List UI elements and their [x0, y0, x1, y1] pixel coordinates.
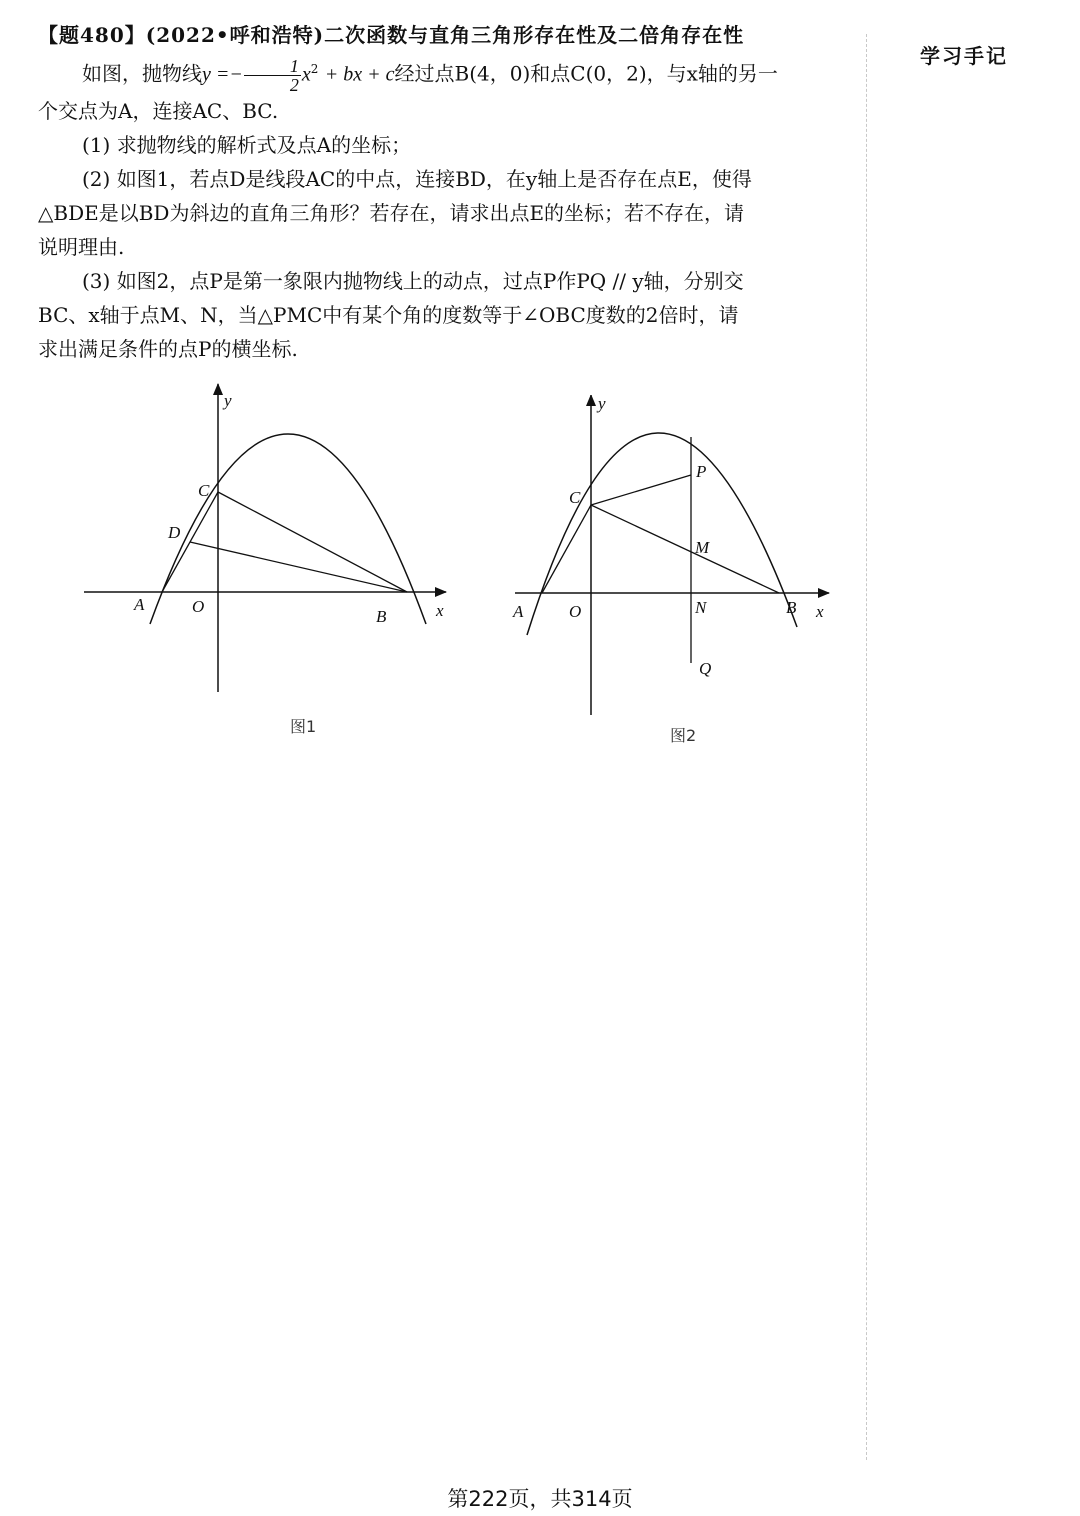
problem-title: 【题480】(2022•呼和浩特)二次函数与直角三角形存在性及二倍角存在性 [38, 23, 745, 47]
question-1: (1) 求抛物线的解析式及点A的坐标； [82, 132, 412, 157]
question-2-line2: △BDE是以BD为斜边的直角三角形？若存在，请求出点E的坐标；若不存在，请 [38, 200, 745, 225]
question-2-line1: (2) 如图1，若点D是线段AC的中点，连接BD，在y轴上是否存在点E，使得 [82, 166, 752, 191]
fraction-denominator: 2 [289, 74, 299, 95]
equation-tail: + bx + c [324, 63, 395, 86]
segment-bc [218, 492, 407, 592]
segment-bd [190, 542, 407, 592]
problem-content [38, 18, 844, 366]
label-a: A [134, 595, 145, 614]
segment-ac [542, 505, 591, 593]
problem-intro-line2: 个交点为A，连接AC、BC. [38, 98, 279, 123]
label-p: P [696, 462, 707, 481]
segment-pc [591, 475, 691, 505]
figure-2-svg [505, 395, 845, 720]
equation-x: x [301, 63, 311, 86]
figure-1-caption: 图1 [290, 717, 317, 736]
question-3-line2: BC、x轴于点M、N，当△PMC中有某个角的度数等于∠OBC度数的2倍时，请 [38, 302, 739, 327]
equation-exponent: 2 [310, 62, 319, 76]
label-m: M [695, 538, 710, 557]
intro-lead: 如图，抛物线 [82, 61, 202, 86]
problem-intro-line1 [38, 52, 844, 94]
figure-2 [505, 395, 845, 724]
notes-divider [866, 34, 867, 1460]
label-x: x [816, 602, 824, 621]
intro-rest: 经过点B(4，0)和点C(0，2)，与x轴的另一 [394, 61, 778, 86]
figure-1-svg [80, 380, 460, 700]
label-c: C [569, 488, 581, 507]
fraction [244, 57, 301, 94]
label-q: Q [699, 659, 712, 678]
question-2-line3: 说明理由. [38, 234, 125, 259]
label-n: N [695, 598, 707, 617]
question-3-line3: 求出满足条件的点P的横坐标. [38, 336, 298, 361]
label-d: D [168, 523, 181, 542]
study-notes-title: 学习手记 [920, 44, 1008, 68]
figure-1 [80, 380, 460, 704]
label-y: y [224, 391, 232, 410]
question-3-line1: (3) 如图2，点P是第一象限内抛物线上的动点，过点P作PQ // y轴，分别交 [82, 268, 744, 293]
label-o: O [569, 602, 582, 621]
label-c: C [198, 481, 210, 500]
label-x: x [436, 601, 444, 620]
label-a: A [513, 602, 524, 621]
label-b: B [786, 598, 797, 617]
label-b: B [376, 607, 387, 626]
segment-bc [591, 505, 779, 593]
figure-2-caption: 图2 [670, 726, 697, 745]
label-y: y [598, 395, 606, 413]
fraction-numerator: 1 [244, 57, 301, 76]
parabola [527, 433, 797, 635]
equation-y: y =− [202, 63, 243, 86]
label-o: O [192, 597, 205, 616]
page-footer: 第222页，共314页 [447, 1487, 633, 1511]
